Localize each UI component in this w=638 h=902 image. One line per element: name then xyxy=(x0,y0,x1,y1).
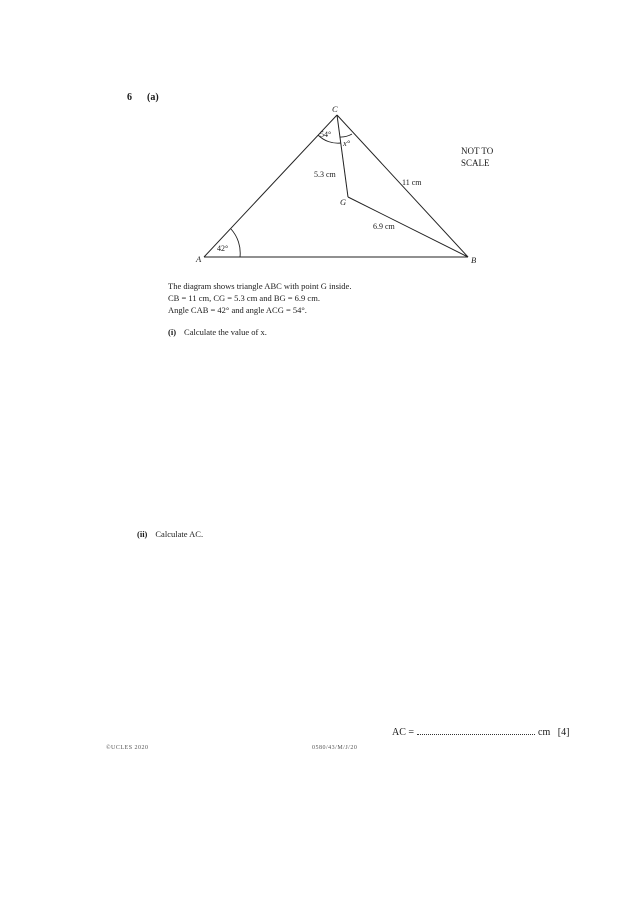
sub-question-i-label: (i) xyxy=(168,327,177,337)
segment-cg xyxy=(337,115,348,197)
answer-blank[interactable] xyxy=(417,727,535,735)
not-to-scale-line2: SCALE xyxy=(461,158,490,168)
length-label-cb: 11 cm xyxy=(402,178,422,187)
length-label-bg: 6.9 cm xyxy=(373,222,395,231)
footer-code: 0580/43/M/J/20 xyxy=(312,745,358,751)
footer-copyright: ©UCLES 2020 xyxy=(106,745,149,751)
vertex-label-g: G xyxy=(340,197,347,207)
sub-question-ii-text: Calculate AC. xyxy=(155,529,204,539)
angle-arc-c-x xyxy=(340,134,352,137)
sub-question-i-text: Calculate the value of x. xyxy=(184,327,267,337)
sub-question-ii-label: (ii) xyxy=(137,529,148,539)
description-line-2: CB = 11 cm, CG = 5.3 cm and BG = 6.9 cm. xyxy=(168,293,320,303)
sub-question-i xyxy=(168,327,267,337)
answer-prefix: AC = xyxy=(392,727,415,738)
side-ac xyxy=(204,115,337,257)
answer-unit: cm xyxy=(538,727,551,738)
sub-question-ii xyxy=(137,529,203,539)
answer-line xyxy=(392,727,569,738)
angle-label-acg: 54° xyxy=(320,130,332,139)
length-label-cg: 5.3 cm xyxy=(314,170,336,179)
angle-label-cab: 42° xyxy=(217,244,229,253)
vertex-label-a: A xyxy=(196,254,202,264)
answer-marks: [4] xyxy=(557,727,570,738)
vertex-label-b: B xyxy=(471,255,477,265)
description-line-3: Angle CAB = 42° and angle ACG = 54°. xyxy=(168,305,307,315)
vertex-label-c: C xyxy=(332,104,338,114)
question-part: (a) xyxy=(147,92,159,103)
segment-gb xyxy=(348,197,468,257)
description-line-1: The diagram shows triangle ABC with point G inside. xyxy=(168,281,352,291)
angle-arc-a xyxy=(231,229,240,257)
not-to-scale-line1: NOT TO xyxy=(461,146,494,156)
angle-label-x: x° xyxy=(343,138,351,148)
question-number: 6 xyxy=(127,92,132,103)
